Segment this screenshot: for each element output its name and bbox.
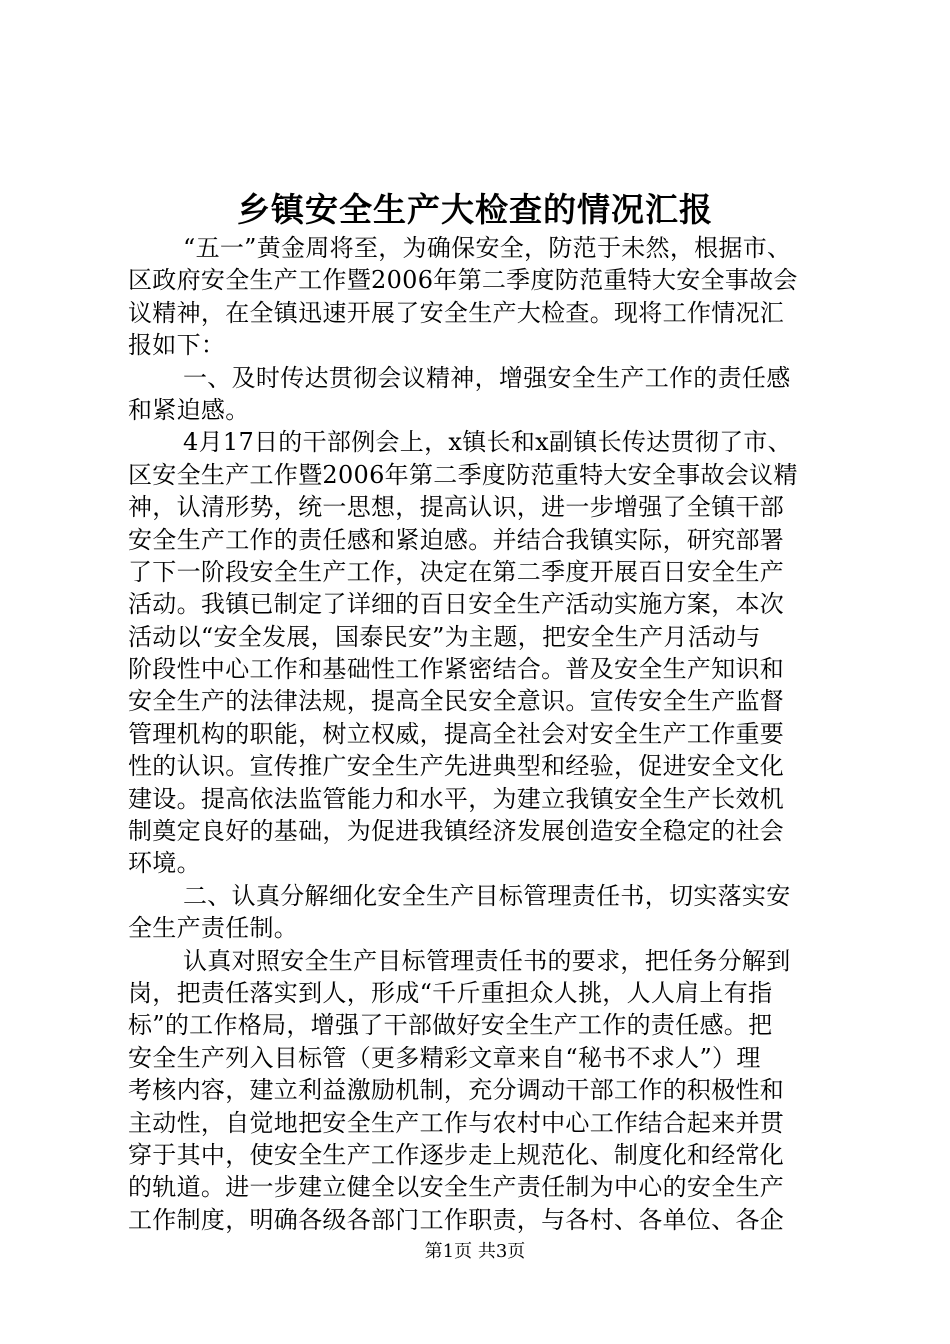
paragraph-line: 4月17日的干部例会上，x镇长和x副镇长传达贯彻了市、 bbox=[183, 428, 792, 457]
paragraph-line: 安全生产列入目标管（更多精彩文章来自“秘书不求人”）理 bbox=[128, 1043, 761, 1072]
paragraph-line: 性的认识。宣传推广安全生产先进典型和经验，促进安全文化 bbox=[128, 752, 785, 781]
paragraph-line: 制奠定良好的基础，为促进我镇经济发展创造安全稳定的社会 bbox=[128, 817, 785, 846]
page-footer: 第1页 共3页 bbox=[424, 1241, 526, 1262]
document-title: 乡镇安全生产大检查的情况汇报 bbox=[237, 190, 713, 229]
paragraph-line: 的轨道。进一步建立健全以安全生产责任制为中心的安全生产 bbox=[128, 1173, 785, 1202]
paragraph-line: 区政府安全生产工作暨2006年第二季度防范重特大安全事故会 bbox=[128, 266, 798, 295]
paragraph-line: 活动。我镇已制定了详细的百日安全生产活动实施方案，本次 bbox=[128, 590, 785, 619]
section-heading-line: 全生产责任制。 bbox=[128, 914, 299, 943]
section-heading-line: 二、认真分解细化安全生产目标管理责任书，切实落实安 bbox=[183, 881, 791, 910]
paragraph-line: 建设。提高依法监管能力和水平，为建立我镇安全生产长效机 bbox=[128, 784, 785, 813]
paragraph-line: 标”的工作格局，增强了干部做好安全生产工作的责任感。把 bbox=[128, 1011, 773, 1040]
paragraph-line: 岗，把责任落实到人，形成“千斤重担众人挑，人人肩上有指 bbox=[128, 978, 773, 1007]
paragraph-line: 阶段性中心工作和基础性工作紧密结合。普及安全生产知识和 bbox=[128, 655, 785, 684]
paragraph-line: 安全生产的法律法规，提高全民安全意识。宣传安全生产监督 bbox=[128, 687, 785, 716]
paragraph-line: 主动性，自觉地把安全生产工作与农村中心工作结合起来并贯 bbox=[128, 1108, 785, 1137]
paragraph-line: 报如下： bbox=[128, 331, 226, 360]
paragraph-line: 安全生产工作的责任感和紧迫感。并结合我镇实际，研究部署 bbox=[128, 525, 785, 554]
paragraph-line: 考核内容，建立利益激励机制，充分调动干部工作的积极性和 bbox=[128, 1076, 785, 1105]
paragraph-line: 管理机构的职能，树立权威，提高全社会对安全生产工作重要 bbox=[128, 719, 785, 748]
paragraph-line: 穿于其中，使安全生产工作逐步走上规范化、制度化和经常化 bbox=[128, 1140, 785, 1169]
paragraph-line: 认真对照安全生产目标管理责任书的要求，把任务分解到 bbox=[183, 946, 791, 975]
paragraph-line: “五一”黄金周将至，为确保安全，防范于未然，根据市、 bbox=[183, 234, 792, 262]
section-heading-line: 一、及时传达贯彻会议精神，增强安全生产工作的责任感 bbox=[183, 363, 791, 392]
section-heading-line: 和紧迫感。 bbox=[128, 395, 250, 424]
paragraph-line: 活动以“安全发展，国泰民安”为主题，把安全生产月活动与 bbox=[128, 622, 761, 651]
paragraph-line: 环境。 bbox=[128, 849, 201, 878]
document-body bbox=[128, 232, 834, 1236]
paragraph-line: 了下一阶段安全生产工作，决定在第二季度开展百日安全生产 bbox=[128, 557, 785, 586]
paragraph-line: 神，认清形势，统一思想，提高认识，进一步增强了全镇干部 bbox=[128, 493, 785, 522]
paragraph-line: 工作制度，明确各级各部门工作职责，与各村、各单位、各企 bbox=[128, 1205, 785, 1234]
paragraph-line: 区安全生产工作暨2006年第二季度防范重特大安全事故会议精 bbox=[128, 460, 798, 489]
paragraph-line: 议精神，在全镇迅速开展了安全生产大检查。现将工作情况汇 bbox=[128, 298, 785, 327]
